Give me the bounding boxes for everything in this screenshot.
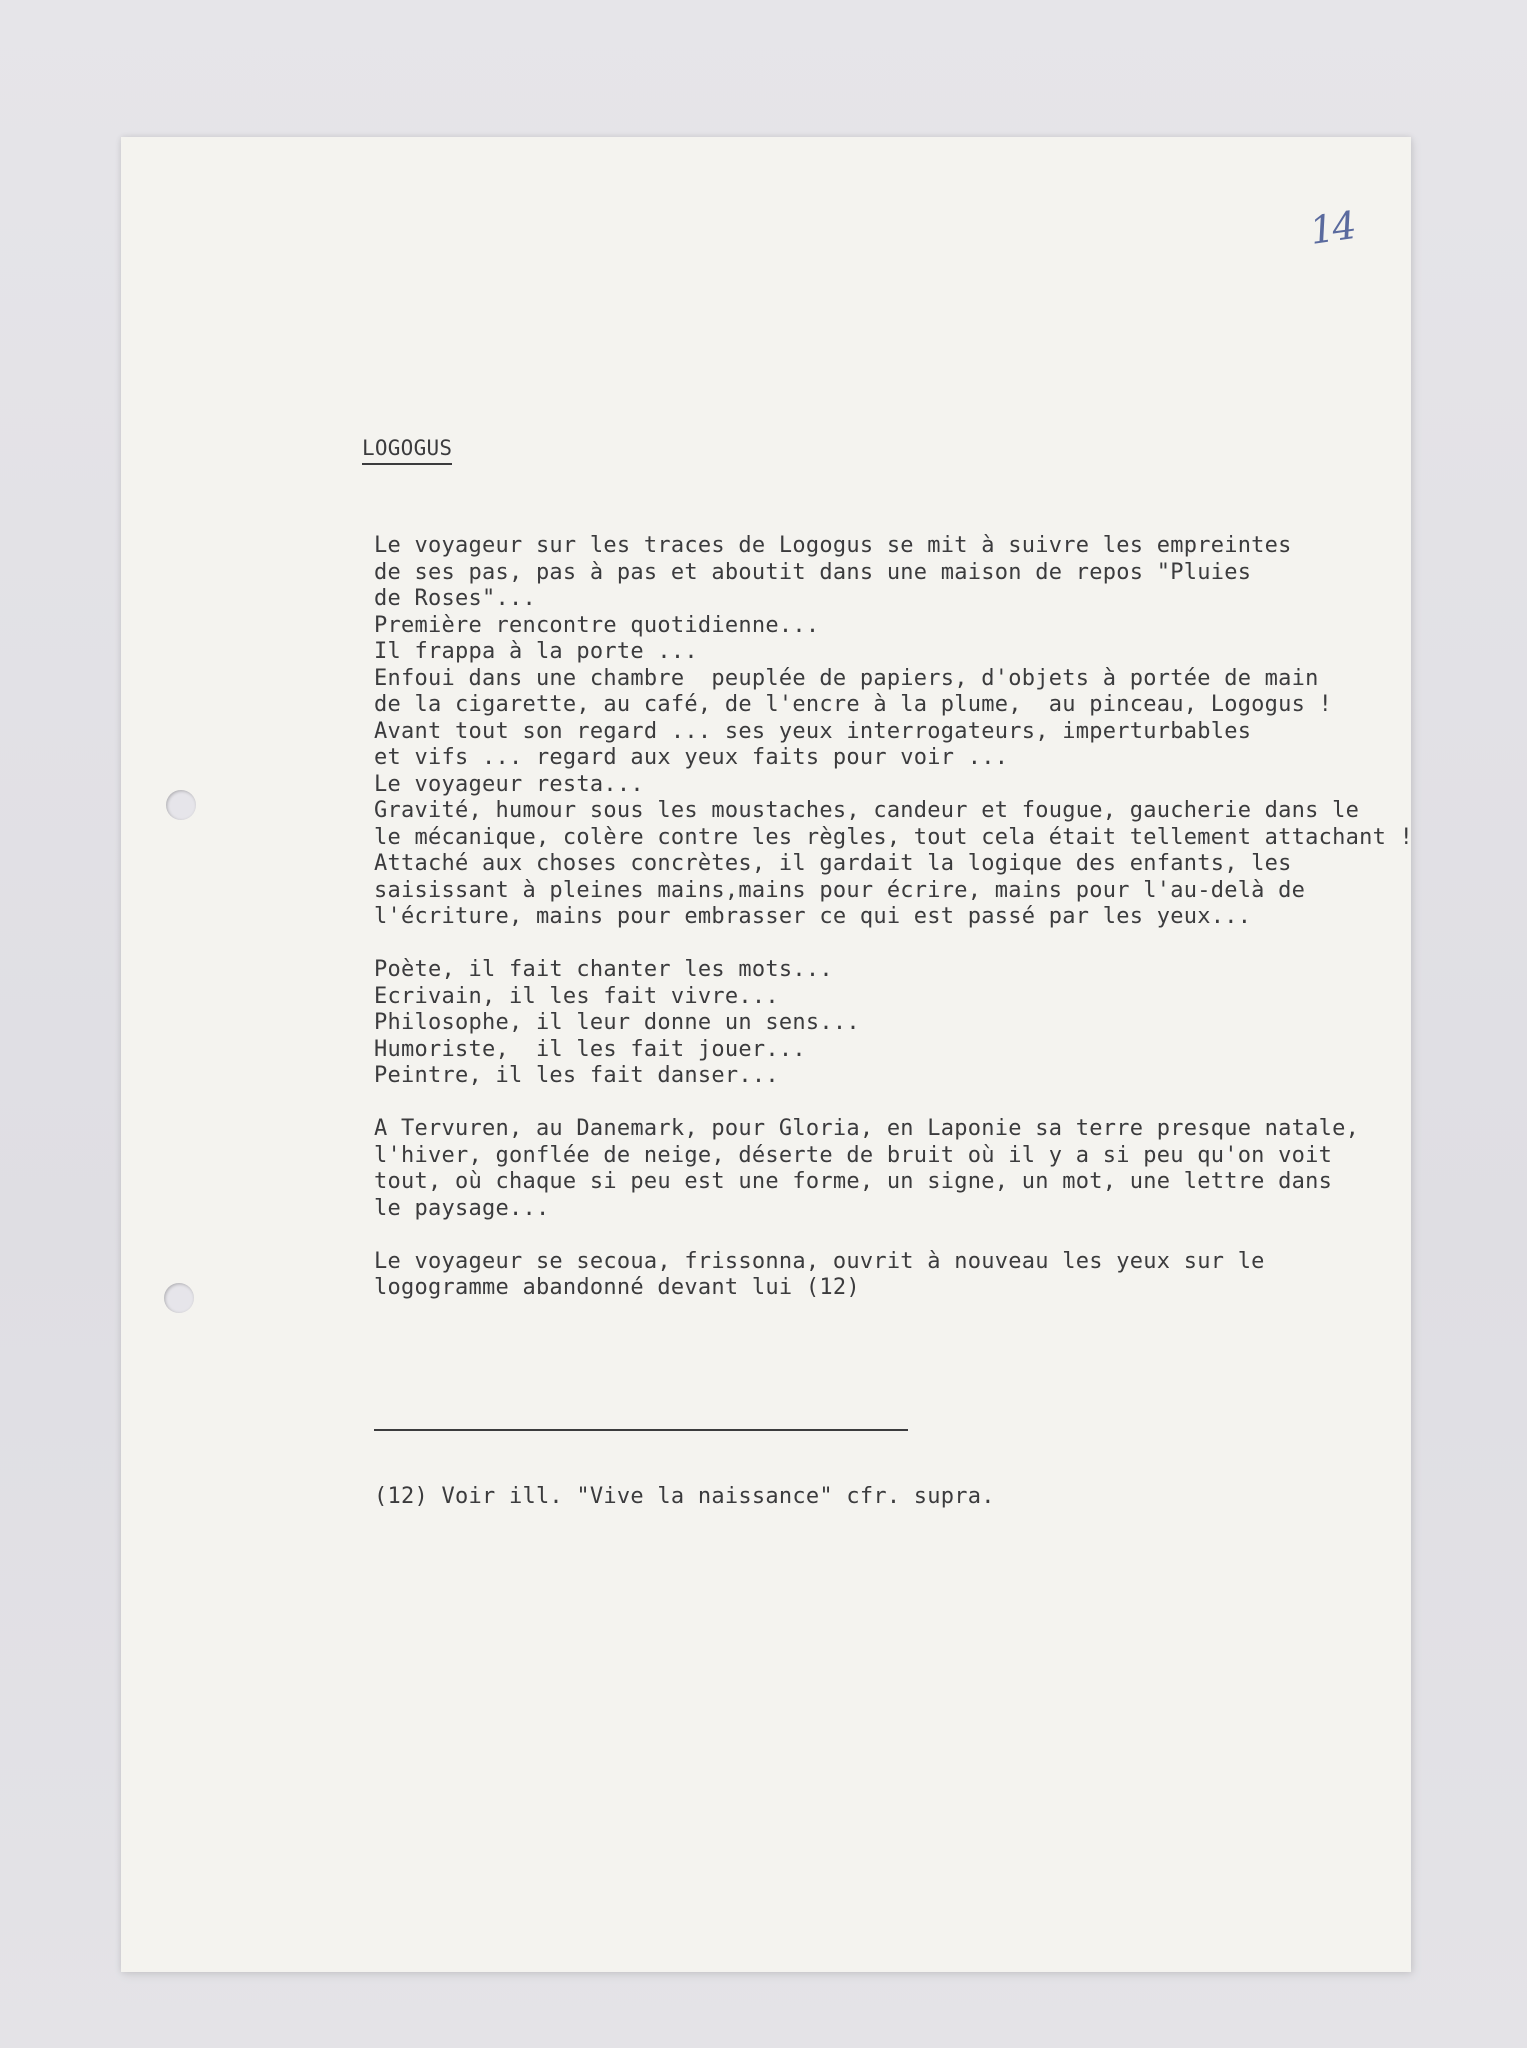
body-line: de Roses"...: [374, 586, 536, 611]
body-line: Humoriste, il les fait jouer...: [374, 1036, 806, 1062]
footnote: (12) Voir ill. "Vive la naissance" cfr. supra.: [374, 1484, 995, 1509]
body-line: saisissant à pleines mains,mains pour écrire, mains pour l'au-delà de: [374, 877, 1306, 903]
body-line: [374, 931, 1404, 958]
body-line: Le voyageur se secoua, frissonna, ouvrit à nouveau les yeux sur le: [374, 1248, 1265, 1274]
punch-hole-icon: [166, 790, 196, 820]
body-line: l'hiver, gonflée de neige, déserte de bruit où il y a si peu qu'on voit: [374, 1142, 1333, 1168]
body-line: Ecrivain, il les fait vivre...: [374, 983, 779, 1009]
body-line: Le voyageur sur les traces de Logogus se mit à suivre les empreintes: [374, 533, 1292, 558]
body-line: Peintre, il les fait danser...: [374, 1063, 779, 1088]
body-line: et vifs ... regard aux yeux faits pour voir ...: [374, 745, 1009, 770]
body-line: Première rencontre quotidienne...: [374, 612, 820, 638]
punch-hole-icon: [164, 1283, 194, 1313]
footnote-divider: [374, 1429, 908, 1431]
body-line: logogramme abandonné devant lui (12): [374, 1275, 860, 1300]
body-line: Gravité, humour sous les moustaches, candeur et fougue, gaucherie dans le: [374, 798, 1360, 823]
body-line: le paysage...: [374, 1195, 550, 1221]
document-title: LOGOGUS: [362, 436, 452, 465]
body-line: [374, 1222, 1404, 1249]
body-line: de la cigarette, au café, de l'encre à la plume, au pinceau, Logogus !: [374, 692, 1333, 717]
body-line: l'écriture, mains pour embrasser ce qui est passé par les yeux...: [374, 904, 1252, 929]
body-line: A Tervuren, au Danemark, pour Gloria, en Laponie sa terre presque natale,: [374, 1116, 1360, 1141]
body-line: Attaché aux choses concrètes, il gardait la logique des enfants, les: [374, 851, 1292, 876]
body-line: Philosophe, il leur donne un sens...: [374, 1010, 860, 1035]
body-text: [374, 533, 1414, 1302]
body-line: Poète, il fait chanter les mots...: [374, 957, 833, 982]
body-line: Enfoui dans une chambre peuplée de papiers, d'objets à portée de main: [374, 665, 1319, 691]
body-line: de ses pas, pas à pas et aboutit dans une maison de repos "Pluies: [374, 559, 1252, 585]
body-line: tout, où chaque si peu est une forme, un signe, un mot, une lettre dans: [374, 1169, 1333, 1194]
body-line: Avant tout son regard ... ses yeux interrogateurs, imperturbables: [374, 718, 1252, 744]
body-line: Le voyageur resta...: [374, 771, 644, 797]
body-line: Il frappa à la porte ...: [374, 639, 698, 664]
body-line: le mécanique, colère contre les règles, tout cela était tellement attachant !: [374, 824, 1414, 850]
handwritten-page-number: 14: [1307, 203, 1358, 253]
body-line: [374, 1090, 1404, 1117]
